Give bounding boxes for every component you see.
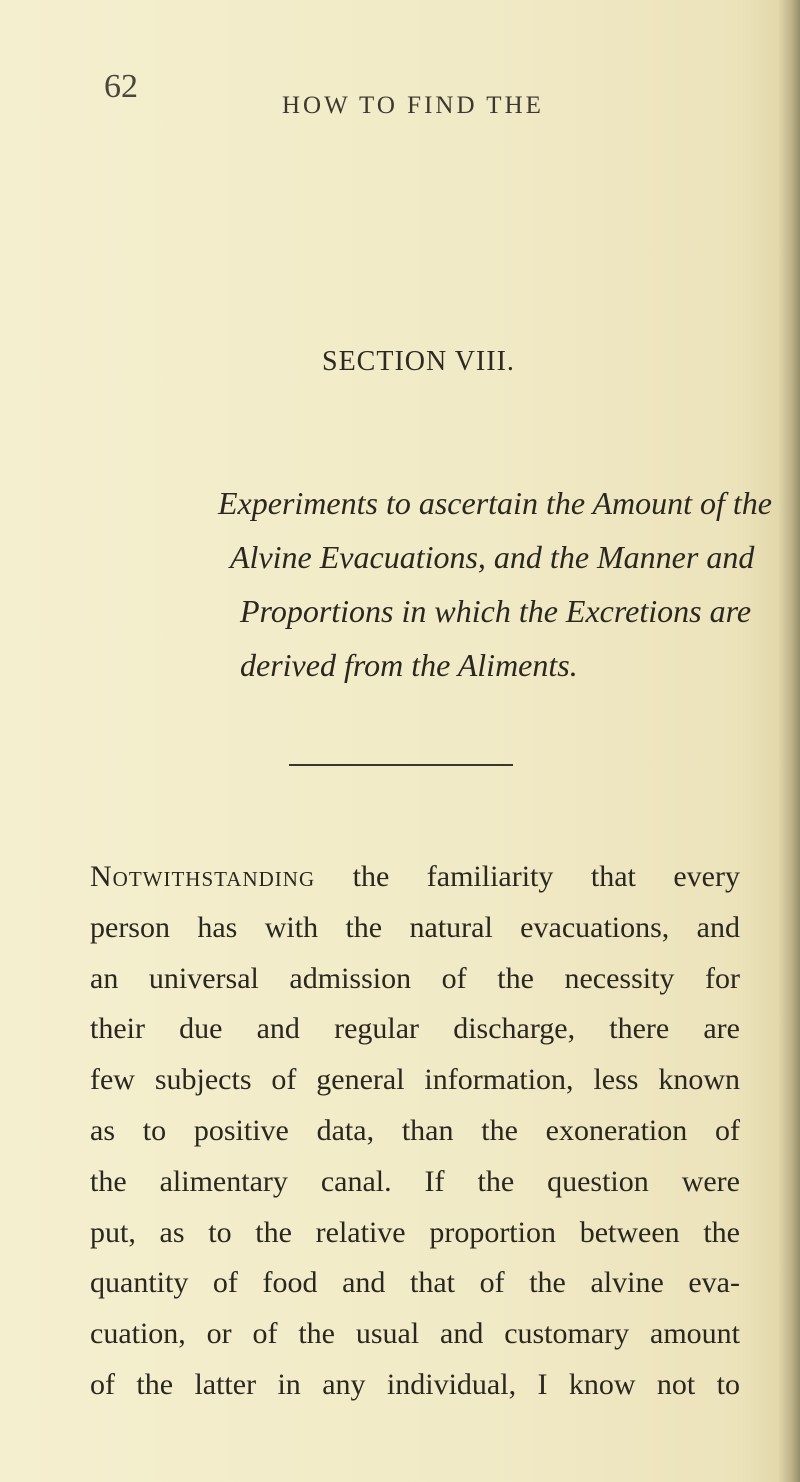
body-line: few subjects of general information, less known — [90, 1063, 740, 1097]
section-heading: SECTION VIII. — [322, 346, 515, 377]
body-line: quantity of food and that of the alvine eva- — [90, 1266, 740, 1300]
subtitle-line: Experiments to ascertain the Amount of the — [218, 485, 772, 521]
body-line: cuation, or of the usual and customary amount — [90, 1317, 740, 1351]
body-paragraph — [90, 852, 740, 1411]
body-line: put, as to the relative proportion between the — [90, 1215, 740, 1249]
section-subtitle — [218, 476, 778, 692]
page-number: 62 — [104, 68, 138, 105]
body-line: of the latter in any individual, I know not to — [90, 1367, 740, 1401]
body-line: as to positive data, than the exoneration of — [90, 1113, 740, 1147]
body-line: person has with the natural evacuations, and — [90, 910, 740, 944]
opening-word: Notwithstanding — [90, 860, 316, 893]
body-line: the alimentary canal. If the question were — [90, 1164, 740, 1198]
page-edge-shadow — [778, 0, 800, 1482]
body-line: an universal admission of the necessity for — [90, 961, 740, 995]
subtitle-line: derived from the Aliments. — [240, 647, 578, 683]
subtitle-line: Proportions in which the Excretions are — [240, 593, 752, 629]
running-title: HOW TO FIND THE — [282, 92, 544, 119]
body-line — [90, 852, 740, 903]
body-line: their due and regular discharge, there are — [90, 1012, 740, 1046]
section-divider-rule — [289, 764, 513, 766]
subtitle-line: Alvine Evacuations, and the Manner and — [230, 539, 755, 575]
body-line-rest: the familiarity that every — [315, 860, 740, 893]
